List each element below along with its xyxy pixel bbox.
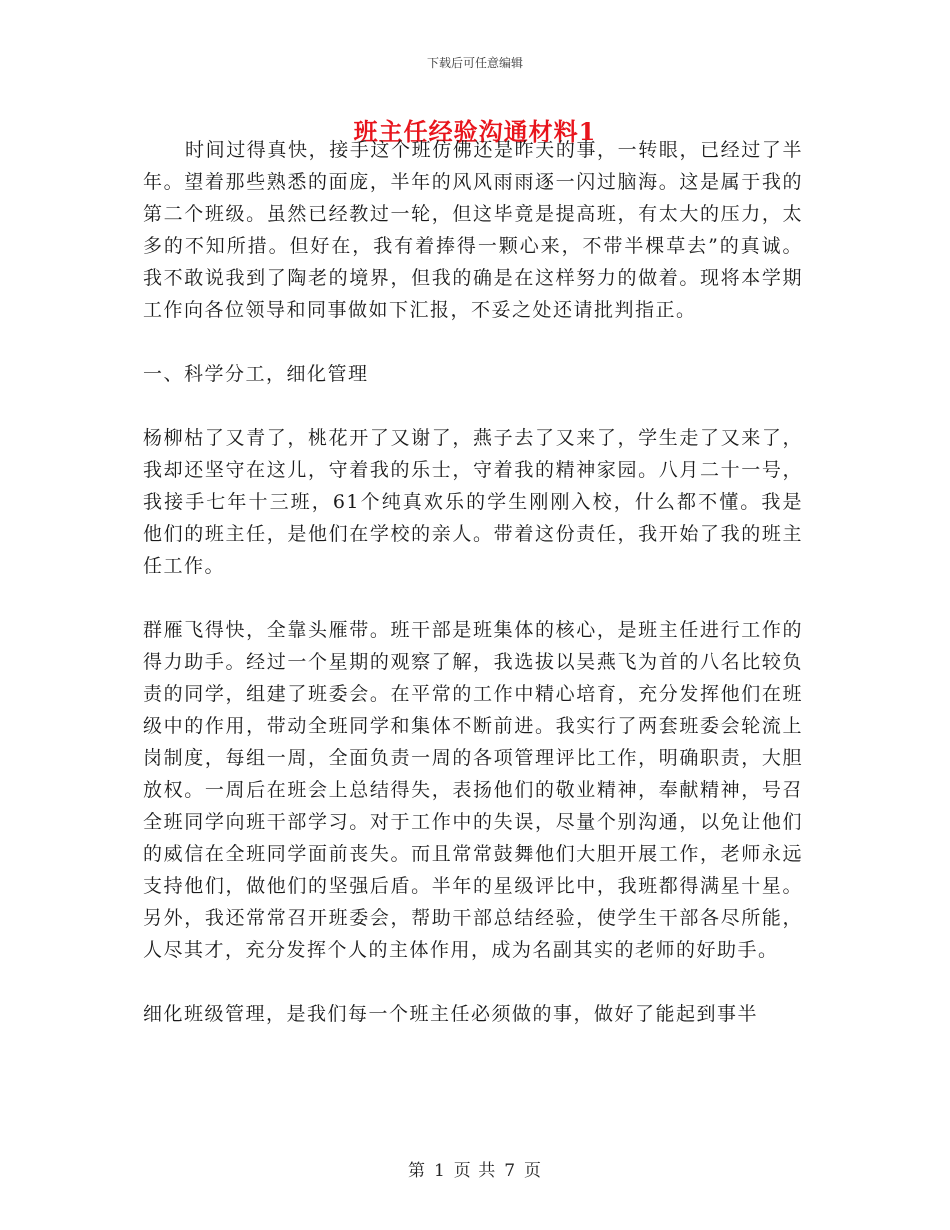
page-header-note: 下载后可任意编辑 <box>426 56 523 70</box>
page-label-mid: 页 共 <box>453 1161 497 1181</box>
paragraph-body: 群雁飞得快，全靠头雁带。班干部是班集体的核心，是班主任进行工作的得力助手。经过一个星期的观察了解，我选拔以吴燕飞为首的八名比较负责的同学，组建了班委会。在平常的工作中精心培育，充分发挥他们在班级中的作用，带动全班同学和集体不断前进。我实行了两套班委会轮流上岗制度，每组一周，全面负责一周的各项管理评比工作，明确职责，大胆放权。一周后在班会上总结得失，表扬他们的敬业精神，奉献精神，号召全班同学向班干部学习。对于工作中的失误，尽量个别沟通，以免让他们的威信在全班同学面前丧失。而且常常鼓舞他们大胆开展工作，老师永远支持他们，做他们的坚强后盾。半年的星级评比中，我班都得满星十星。另外，我还常常召开班委会，帮助干部总结经验，使学生干部各尽所能，人尽其才，充分发挥个人的主体作用，成为名副其实的老师的好助手。 <box>143 619 803 961</box>
paragraph-body: 细化班级管理，是我们每一个班主任必须做的事，做好了能起到事半 <box>143 1003 759 1025</box>
page-label-suffix: 页 <box>524 1161 543 1181</box>
page-number-footer <box>0 1156 950 1181</box>
document-title: 班主任经验沟通材料1 <box>353 117 597 146</box>
section-heading: 一、科学分工，细化管理 <box>143 363 369 385</box>
paragraph-intro: 时间过得真快，接手这个班仿佛还是昨天的事，一转眼，已经过了半年。望着那些熟悉的面庞，半年的风风雨雨逐一闪过脑海。这是属于我的第二个班级。虽然已经教过一轮，但这毕竟是提高班，有太大的压力，太多的不知所措。但好在，我有着捧得一颗心来，不带半棵草去”的真诚。我不敢说我到了陶老的境界，但我的确是在这样努力的做着。现将本学期工作向各位领导和同事做如下汇报，不妥之处还请批判指正。 <box>143 139 803 321</box>
page-label-prefix: 第 <box>407 1161 426 1181</box>
total-pages-number: 7 <box>504 1161 517 1181</box>
document-body <box>143 134 803 1030</box>
current-page-number: 1 <box>433 1161 446 1181</box>
paragraph-body: 杨柳枯了又青了，桃花开了又谢了，燕子去了又来了，学生走了又来了，我却还坚守在这儿，守着我的乐士，守着我的精神家园。八月二十一号，我接手七年十三班，61个纯真欢乐的学生刚刚入校，什么都不懂。我是他们的班主任，是他们在学校的亲人。带着这份责任，我开始了我的班主任工作。 <box>143 427 803 577</box>
